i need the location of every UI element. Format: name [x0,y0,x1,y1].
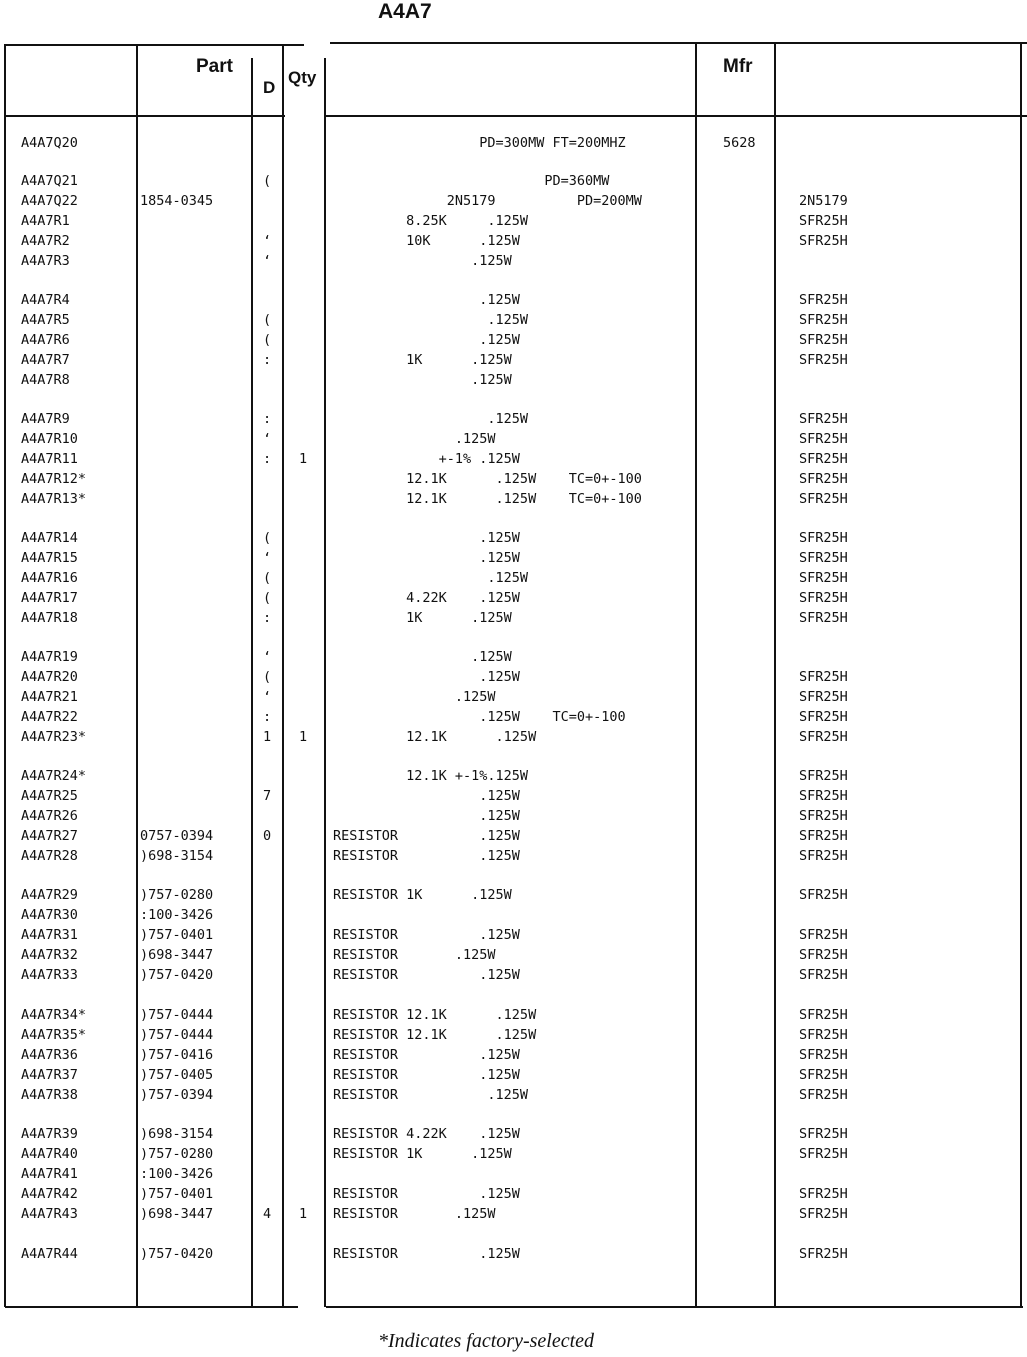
col-divider-qty [324,58,326,1307]
description-cell: PD=360MW [333,173,610,189]
header-mfr: Mfr [723,56,753,77]
ref-cell: A4A7R4 [21,292,70,308]
mfr-part-cell: SFR25H [799,411,848,427]
part-cell: 0757-0394 [140,828,214,844]
ref-cell: A4A7R5 [21,312,70,328]
mfr-part-cell: SFR25H [799,352,848,368]
description-cell: RESISTOR 12.1K .125W [333,1007,537,1023]
d-cell: ‘ [263,233,272,249]
part-cell: )757-0444 [140,1007,214,1023]
ref-cell: A4A7R32 [21,947,78,963]
description-cell: RESISTOR .125W [333,927,520,943]
mfr-part-cell: SFR25H [799,669,848,685]
mfr-part-cell: SFR25H [799,610,848,626]
ref-cell: A4A7R30 [21,907,78,923]
part-cell: )757-0401 [140,927,214,943]
mfr-part-cell: SFR25H [799,451,848,467]
d-cell: ‘ [263,689,272,705]
ref-cell: A4A7R11 [21,451,78,467]
ref-cell: A4A7Q20 [21,135,78,151]
col-divider-d [282,46,284,1307]
mfr-part-cell: SFR25H [799,491,848,507]
part-cell: )757-0280 [140,887,214,903]
part-cell: )757-0405 [140,1067,214,1083]
mfr-part-cell: SFR25H [799,292,848,308]
mfr-part-cell: SFR25H [799,709,848,725]
mfr-part-cell: SFR25H [799,1067,848,1083]
ref-cell: A4A7R14 [21,530,78,546]
description-cell: .125W [333,312,529,328]
part-cell: )757-0420 [140,967,214,983]
mfr-part-cell: SFR25H [799,729,848,745]
part-cell: )698-3154 [140,848,214,864]
description-cell: +-1% .125W [333,451,520,467]
d-cell: ( [263,590,272,606]
ref-cell: A4A7R9 [21,411,70,427]
table-top-right-border [330,42,1027,44]
ref-cell: A4A7R41 [21,1166,78,1182]
ref-cell: A4A7R43 [21,1206,78,1222]
col-divider-mfr [774,42,776,1307]
qty-cell: 1 [299,729,308,745]
part-cell: )757-0394 [140,1087,214,1103]
mfr-part-cell: SFR25H [799,1007,848,1023]
description-cell: 12.1K +-1%.125W [333,768,529,784]
mfr-part-cell: SFR25H [799,1206,848,1222]
ref-cell: A4A7R23* [21,729,87,745]
ref-cell: A4A7R40 [21,1146,78,1162]
part-cell: )757-0416 [140,1047,214,1063]
mfr-part-cell: SFR25H [799,1087,848,1103]
ref-cell: A4A7R44 [21,1246,78,1262]
description-cell: RESISTOR .125W [333,1067,520,1083]
d-cell: : [263,411,272,427]
description-cell: 8.25K .125W [333,213,529,229]
ref-cell: A4A7R20 [21,669,78,685]
ref-cell: A4A7R16 [21,570,78,586]
description-cell: .125W [333,669,520,685]
description-cell: 10K .125W [333,233,520,249]
part-cell: )757-0420 [140,1246,214,1262]
part-cell: )698-3447 [140,1206,214,1222]
description-cell: .125W [333,788,520,804]
description-cell: RESISTOR 12.1K .125W [333,1027,537,1043]
header-qty: Qty [288,68,317,87]
ref-cell: A4A7R42 [21,1186,78,1202]
ref-cell: A4A7R7 [21,352,70,368]
description-cell: RESISTOR .125W [333,1047,520,1063]
mfr-part-cell: SFR25H [799,312,848,328]
ref-cell: A4A7Q22 [21,193,78,209]
description-cell: .125W [333,550,520,566]
d-cell: : [263,709,272,725]
ref-cell: A4A7R29 [21,887,78,903]
part-cell: )698-3154 [140,1126,214,1142]
d-cell: 4 [263,1206,272,1222]
d-cell: ‘ [263,253,272,269]
qty-cell: 1 [299,451,308,467]
d-cell: 0 [263,828,272,844]
mfr-part-cell: SFR25H [799,471,848,487]
description-cell: .125W [333,530,520,546]
d-cell: 1 [263,729,272,745]
ref-cell: A4A7R26 [21,808,78,824]
mfr-part-cell: SFR25H [799,1027,848,1043]
ref-cell: A4A7R3 [21,253,70,269]
col-divider-ref [136,44,138,1307]
part-cell: )698-3447 [140,947,214,963]
d-cell: 7 [263,788,272,804]
ref-cell: A4A7Q21 [21,173,78,189]
ref-cell: A4A7R17 [21,590,78,606]
ref-cell: A4A7R10 [21,431,78,447]
ref-cell: A4A7R13* [21,491,87,507]
description-cell: .125W [333,689,496,705]
header-bottom-right-rule [326,115,1027,117]
table-top-left-border [5,44,304,46]
description-cell: .125W [333,332,520,348]
ref-cell: A4A7R37 [21,1067,78,1083]
ref-cell: A4A7R33 [21,967,78,983]
ref-cell: A4A7R27 [21,828,78,844]
description-cell: .125W [333,411,529,427]
ref-cell: A4A7R24* [21,768,87,784]
mfr-cell: 5628 [723,135,764,151]
ref-cell: A4A7R18 [21,610,78,626]
description-cell: RESISTOR .125W [333,1206,496,1222]
part-cell: :100-3426 [140,907,214,923]
part-cell: 1854-0345 [140,193,214,209]
mfr-part-cell: SFR25H [799,808,848,824]
ref-cell: A4A7R39 [21,1126,78,1142]
mfr-part-cell: SFR25H [799,788,848,804]
ref-cell: A4A7R2 [21,233,70,249]
mfr-part-cell: SFR25H [799,1047,848,1063]
d-cell: ( [263,570,272,586]
footnote: *Indicates factory-selected [378,1330,595,1352]
mfr-part-cell: SFR25H [799,927,848,943]
description-cell: RESISTOR .125W [333,1186,520,1202]
mfr-part-cell: SFR25H [799,848,848,864]
mfr-part-cell: SFR25H [799,1246,848,1262]
mfr-part-cell: SFR25H [799,213,848,229]
description-cell: .125W TC=0+-100 [333,709,626,725]
mfr-part-cell: SFR25H [799,689,848,705]
description-cell: .125W [333,431,496,447]
mfr-part-cell: SFR25H [799,967,848,983]
ref-cell: A4A7R21 [21,689,78,705]
mfr-part-cell: SFR25H [799,590,848,606]
description-cell: RESISTOR .125W [333,828,520,844]
d-cell: ( [263,669,272,685]
col-divider-left-edge [4,44,6,1307]
ref-cell: A4A7R1 [21,213,70,229]
description-cell: .125W [333,372,512,388]
d-cell: ( [263,530,272,546]
ref-cell: A4A7R12* [21,471,87,487]
part-cell: :100-3426 [140,1166,214,1182]
ref-cell: A4A7R25 [21,788,78,804]
d-cell: ( [263,312,272,328]
page-title: A4A7 [378,0,432,23]
d-cell: ‘ [263,550,272,566]
col-divider-desc [695,42,697,1307]
col-divider-right-edge [1020,42,1022,1307]
description-cell: .125W [333,292,520,308]
table-bottom-right-border [326,1306,1023,1308]
ref-cell: A4A7R8 [21,372,70,388]
description-cell: 12.1K .125W TC=0+-100 [333,491,642,507]
d-cell: : [263,610,272,626]
description-cell: RESISTOR .125W [333,848,520,864]
mfr-part-cell: SFR25H [799,431,848,447]
ref-cell: A4A7R34* [21,1007,87,1023]
description-cell: RESISTOR .125W [333,967,520,983]
mfr-part-cell: SFR25H [799,530,848,546]
d-cell: ( [263,332,272,348]
mfr-part-cell: 2N5179 [799,193,848,209]
description-cell: .125W [333,253,512,269]
part-cell: )757-0444 [140,1027,214,1043]
description-cell: .125W [333,808,520,824]
mfr-part-cell: SFR25H [799,828,848,844]
table-bottom-left-border [5,1306,298,1308]
mfr-part-cell: SFR25H [799,550,848,566]
d-cell: ‘ [263,649,272,665]
col-divider-part [251,58,253,1307]
mfr-part-cell: SFR25H [799,887,848,903]
header-bottom-left-rule [5,115,285,117]
mfr-part-cell: SFR25H [799,233,848,249]
description-cell: 12.1K .125W TC=0+-100 [333,471,642,487]
description-cell: 12.1K .125W [333,729,537,745]
ref-cell: A4A7R19 [21,649,78,665]
description-cell: RESISTOR .125W [333,947,496,963]
ref-cell: A4A7R15 [21,550,78,566]
ref-cell: A4A7R38 [21,1087,78,1103]
description-cell: RESISTOR 1K .125W [333,1146,512,1162]
header-d: D [263,78,276,97]
description-cell: PD=300MW FT=200MHZ [333,135,626,151]
ref-cell: A4A7R28 [21,848,78,864]
ref-cell: A4A7R31 [21,927,78,943]
ref-cell: A4A7R22 [21,709,78,725]
part-cell: )757-0280 [140,1146,214,1162]
description-cell: RESISTOR 1K .125W [333,887,512,903]
description-cell: RESISTOR 4.22K .125W [333,1126,520,1142]
mfr-part-cell: SFR25H [799,768,848,784]
ref-cell: A4A7R36 [21,1047,78,1063]
ref-cell: A4A7R35* [21,1027,87,1043]
mfr-part-cell: SFR25H [799,947,848,963]
description-cell: 1K .125W [333,610,512,626]
mfr-part-cell: SFR25H [799,1126,848,1142]
description-cell: .125W [333,570,529,586]
description-cell: .125W [333,649,512,665]
mfr-part-cell: SFR25H [799,1146,848,1162]
description-cell: 1K .125W [333,352,512,368]
header-part: Part [196,56,233,77]
description-cell: RESISTOR .125W [333,1087,529,1103]
mfr-part-cell: SFR25H [799,1186,848,1202]
qty-cell: 1 [299,1206,308,1222]
description-cell: RESISTOR .125W [333,1246,520,1262]
d-cell: ( [263,173,272,189]
d-cell: ‘ [263,431,272,447]
description-cell: 4.22K .125W [333,590,520,606]
d-cell: : [263,451,272,467]
mfr-part-cell: SFR25H [799,570,848,586]
description-cell: 2N5179 PD=200MW [333,193,642,209]
ref-cell: A4A7R6 [21,332,70,348]
part-cell: )757-0401 [140,1186,214,1202]
d-cell: : [263,352,272,368]
mfr-part-cell: SFR25H [799,332,848,348]
